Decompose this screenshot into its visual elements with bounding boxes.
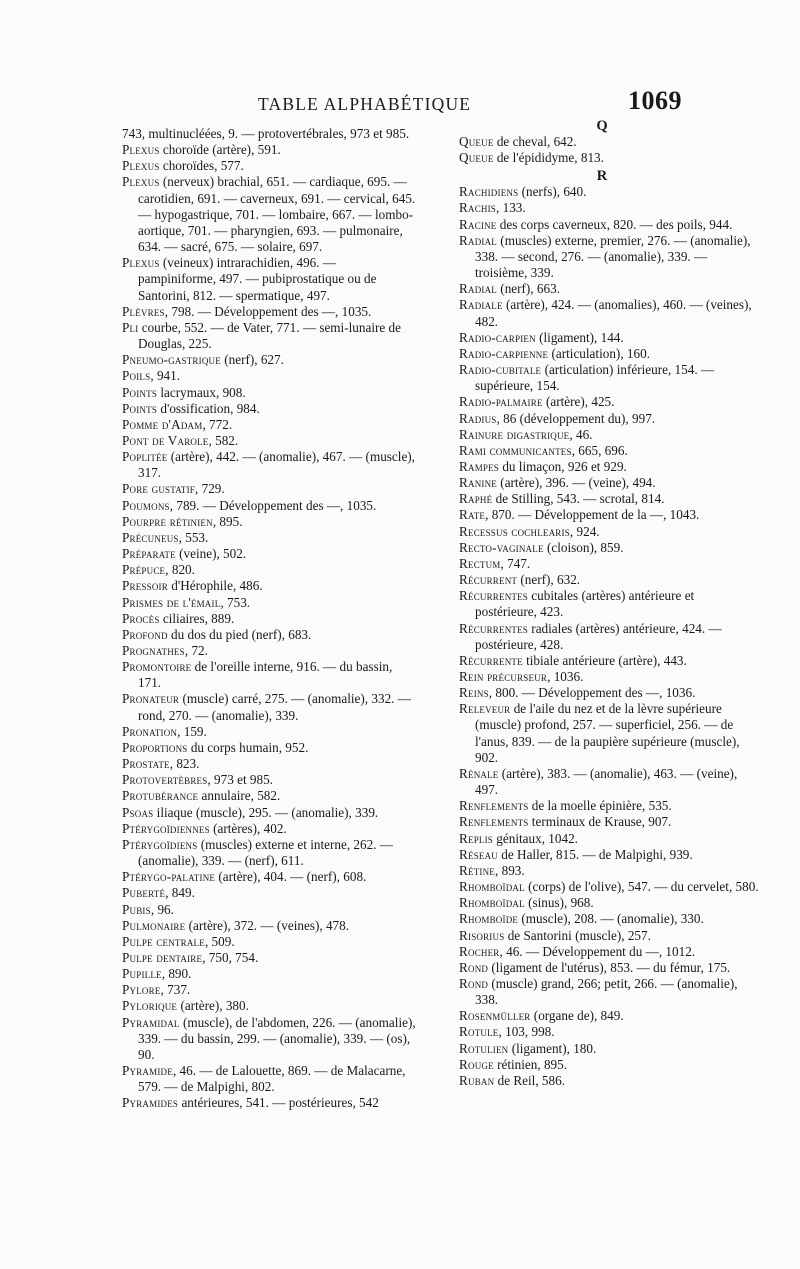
index-entry	[122, 368, 416, 384]
entry-text: iliaque (muscle), 295. — (anomalie), 339.	[153, 804, 379, 820]
index-entry	[122, 530, 416, 546]
entry-headword: Rampes	[459, 458, 500, 474]
entry-text: de l'épididyme, 813.	[493, 150, 604, 166]
index-entry	[459, 346, 759, 362]
entry-text: du dos du pied (nerf), 683.	[167, 626, 312, 642]
entry-text: (nerf), 632.	[517, 572, 581, 588]
index-entry	[122, 401, 416, 417]
entry-headword: Pyramide	[122, 1063, 173, 1079]
index-entry	[122, 902, 416, 918]
index-entry	[122, 578, 416, 594]
index-entry	[459, 217, 759, 233]
entry-text: du limaçon, 926 et 929.	[499, 458, 627, 474]
index-entry	[459, 572, 759, 588]
entry-text: , 665, 696.	[571, 442, 628, 458]
index-entry	[459, 475, 759, 491]
index-entry	[459, 233, 759, 281]
entry-text: de Santorini (muscle), 257.	[504, 927, 651, 943]
entry-headword: Pyramides	[122, 1095, 179, 1111]
index-entry	[459, 330, 759, 346]
entry-headword: Prostate	[122, 756, 170, 772]
entry-headword: Replis	[459, 830, 493, 846]
entry-headword: Radio-cubitale	[459, 362, 542, 378]
index-entry	[122, 805, 416, 821]
entry-headword: Pressoir	[122, 578, 168, 594]
entry-text: (ligament de l'utérus), 853. — du fémur, 175.	[488, 959, 731, 975]
entry-text: , 86 (développement du), 997.	[496, 410, 656, 426]
index-entry	[122, 821, 416, 837]
entry-headword: Rouge	[459, 1056, 494, 1072]
entry-headword: Raphé	[459, 491, 493, 507]
entry-headword: Promontoire	[122, 659, 192, 675]
entry-text: lacrymaux, 908.	[157, 384, 246, 400]
entry-text: , 941.	[150, 368, 181, 384]
section-r-entries	[459, 184, 759, 1089]
entry-text: (corps) de l'olive), 547. — du cervelet, 580.	[524, 879, 759, 895]
index-entry	[459, 766, 759, 798]
index-entry	[459, 976, 759, 1008]
entry-headword: Pulpe dentaire	[122, 949, 203, 965]
entry-text: (organe de), 849.	[530, 1008, 624, 1024]
entry-text: , 870. — Développement de la —, 1043.	[485, 507, 700, 523]
index-entry	[459, 798, 759, 814]
entry-text: (artère), 383. — (anomalie), 463. — (veine), 497.	[475, 765, 738, 798]
entry-text: , 895.	[212, 513, 243, 529]
entry-headword: Recessus cochlearis	[459, 523, 570, 539]
index-entry	[122, 982, 416, 998]
index-entry	[459, 540, 759, 556]
entry-headword: Rond	[459, 959, 489, 975]
section-letter-r: R	[596, 168, 608, 185]
entry-headword: Précuneus	[122, 529, 179, 545]
entry-text: , 820.	[165, 562, 195, 578]
entry-headword: Queue	[459, 134, 494, 149]
index-entry	[122, 449, 416, 481]
entry-text: , 849.	[165, 885, 195, 901]
entry-headword: Poplitée	[122, 449, 168, 465]
entry-text: , 133.	[496, 200, 526, 216]
entry-text: d'ossification, 984.	[157, 400, 260, 416]
entry-text: courbe, 552. — de Vater, 771. — semi-lunaire de Douglas, 225.	[138, 319, 401, 352]
entry-headword: Racine	[459, 216, 497, 232]
entry-headword: Rate	[459, 507, 486, 523]
index-entry	[459, 427, 759, 443]
entry-headword: Pore gustatif	[122, 481, 196, 497]
entry-text: , 729.	[195, 481, 225, 497]
entry-headword: Protovertèbres	[122, 772, 208, 788]
entry-text: , 96.	[150, 901, 174, 917]
entry-headword: Radius	[459, 410, 497, 426]
entry-headword: Queue	[459, 150, 494, 166]
entry-headword: Ranine	[459, 475, 497, 491]
entry-text: (muscle) grand, 266; petit, 266. — (anomalie), 338.	[475, 975, 738, 1008]
index-entry	[122, 1095, 416, 1111]
entry-headword: Pylorique	[122, 998, 178, 1014]
page-number: 1069	[628, 86, 682, 115]
entry-headword: Proportions	[122, 739, 188, 755]
entry-text: (muscle), de l'abdomen, 226. — (anomalie), 339. — du bassin, 299. — (anomalie), 339. — (os), 90.	[138, 1014, 416, 1062]
index-entry	[459, 134, 759, 150]
index-entry	[122, 255, 416, 303]
entry-headword: Poumons	[122, 497, 170, 513]
index-entry	[459, 701, 759, 766]
right-column	[459, 118, 759, 1089]
index-entry	[122, 627, 416, 643]
entry-headword: Plexus	[122, 174, 160, 190]
entry-text: (artère), 424. — (anomalies), 460. — (veines), 482.	[475, 297, 752, 329]
entry-text: (artère), 380.	[177, 998, 249, 1014]
entry-text: (artères), 402.	[209, 820, 287, 836]
entry-text: de l'aile du nez et de la lèvre supérieure (muscle) profond, 257. — superficiel, 256. — de l'anus, 839. — de la paupière supérieure (muscle), 902.	[475, 701, 740, 765]
entry-text: , 789. — Développement des —, 1035.	[169, 497, 377, 513]
entry-headword: Poils	[122, 368, 151, 384]
entry-headword: Prognathes	[122, 643, 185, 658]
entry-text: , 747.	[500, 555, 531, 571]
index-entry	[122, 934, 416, 950]
entry-text: (nerf), 663.	[497, 281, 560, 297]
index-entry	[459, 685, 759, 701]
index-entry	[459, 297, 759, 329]
entry-text: rétinien, 895.	[493, 1056, 568, 1072]
entry-headword: Pupille	[122, 966, 162, 982]
entry-text: (muscles) externe et interne, 262. — (anomalie), 339. — (nerf), 611.	[138, 836, 393, 869]
entry-headword: Pont de Varole	[122, 432, 209, 448]
index-entry	[122, 659, 416, 691]
entry-headword: Protubérance	[122, 788, 199, 804]
section-letter-q: Q	[596, 118, 608, 134]
index-entry	[122, 611, 416, 627]
entry-headword: Renflements	[459, 798, 529, 814]
entry-headword: Rhomboïde	[459, 911, 519, 927]
index-entry	[122, 514, 416, 530]
entry-text: , 509.	[204, 933, 235, 949]
index-entry	[122, 546, 416, 562]
entry-headword: Points	[122, 400, 158, 416]
index-entry	[459, 507, 759, 523]
entry-text: , 750, 754.	[202, 949, 259, 965]
entry-headword: Radio-carpienne	[459, 345, 549, 361]
index-entry	[459, 895, 759, 911]
entry-text: (artère), 442. — (anomalie), 467. — (muscle), 317.	[138, 449, 415, 481]
entry-headword: Pneumo-gastrique	[122, 352, 221, 368]
entry-headword: Pulpe centrale	[122, 933, 205, 949]
entry-text: (sinus), 968.	[524, 895, 594, 911]
entry-text: (artère), 396. — (veine), 494.	[497, 475, 656, 491]
entry-text: terminaux de Krause, 907.	[528, 814, 672, 830]
index-entry	[459, 928, 759, 944]
entry-headword: Profond	[122, 626, 168, 642]
entry-text: (artère), 372. — (veines), 478.	[185, 917, 350, 933]
index-entry	[122, 869, 416, 885]
entry-text: , 800. — Développement des —, 1036.	[488, 685, 696, 701]
entry-text: cubitales (artères) antérieure et postérieure, 423.	[475, 588, 695, 620]
index-entry	[459, 150, 759, 166]
entry-headword: Rétine	[459, 862, 495, 878]
entry-text: de Haller, 815. — de Malpighi, 939.	[498, 846, 693, 862]
index-entry	[122, 352, 416, 368]
index-entry	[459, 362, 759, 394]
entry-headword: Rocher	[459, 943, 500, 959]
index-entry	[459, 1057, 759, 1073]
entry-text: , 890.	[161, 966, 192, 982]
index-entry	[459, 879, 759, 895]
index-entry	[122, 158, 416, 174]
index-entry	[122, 998, 416, 1014]
index-entry	[122, 126, 416, 142]
entry-text: , 46. — Développement du —, 1012.	[499, 943, 696, 959]
entry-headword: Pubis	[122, 901, 151, 917]
index-entry	[122, 142, 416, 158]
index-entry	[459, 653, 759, 669]
index-entry	[459, 814, 759, 830]
index-entry	[459, 443, 759, 459]
index-entry	[122, 885, 416, 901]
entry-headword: Reins	[459, 685, 489, 701]
entry-headword: Pomme d'Adam	[122, 416, 203, 432]
entry-headword: Ptérygoïdiennes	[122, 820, 210, 836]
entry-text: (artère), 425.	[542, 394, 615, 410]
page-header	[0, 88, 800, 122]
entry-headword: Radial	[459, 281, 497, 297]
index-entry	[122, 772, 416, 788]
entry-text: des corps caverneux, 820. — des poils, 944.	[496, 216, 733, 232]
index-entry	[459, 847, 759, 863]
entry-text: (artère), 404. — (nerf), 608.	[215, 869, 367, 885]
entry-headword: Rami communicantes	[459, 442, 572, 458]
entry-headword: Réseau	[459, 846, 498, 862]
index-entry	[122, 304, 416, 320]
entry-headword: Rhomboïdal	[459, 879, 525, 895]
entry-text: (nerveux) brachial, 651. — cardiaque, 695. — carotidien, 691. — caverneux, 691. — cervical, 645. — hypogastrique, 701. — lombaire, 667. — lombo-aortique, 701. — pharyngien, 693. — pulmonaire, 634. — sacré, 675. — solaire, 697.	[138, 174, 416, 255]
entry-text: , 46. — de Lalouette, 869. — de Malacarne, 579. — de Malpighi, 802.	[138, 1063, 406, 1095]
entry-text: (cloison), 859.	[543, 539, 624, 555]
index-entry	[459, 556, 759, 572]
entry-headword: Prépuce	[122, 562, 166, 578]
index-entry	[459, 281, 759, 297]
entry-text: , 159.	[177, 723, 207, 739]
entry-headword: Pulmonaire	[122, 917, 186, 933]
entry-headword: Radio-carpien	[459, 329, 536, 345]
entry-text: choroïdes, 577.	[159, 158, 244, 174]
entry-text: , 72.	[184, 643, 208, 658]
index-entry	[122, 691, 416, 723]
entry-headword: Psoas	[122, 804, 154, 820]
index-entry	[122, 1015, 416, 1063]
index-entry	[122, 643, 416, 659]
entry-headword: Rhomboïdal	[459, 895, 525, 911]
index-entry	[122, 385, 416, 401]
running-title: TABLE ALPHABÉTIQUE	[258, 94, 472, 114]
entry-headword: Rosenmüller	[459, 1008, 531, 1024]
index-entry	[459, 588, 759, 620]
entry-text: , 103, 998.	[498, 1024, 555, 1040]
index-entry	[122, 756, 416, 772]
index-entry	[459, 200, 759, 216]
entry-headword: Rotulien	[459, 1040, 509, 1056]
entry-headword: Plexus	[122, 158, 160, 174]
entry-text: , 753.	[220, 594, 251, 610]
index-entry	[459, 411, 759, 427]
index-entry	[122, 950, 416, 966]
entry-headword: Radial	[459, 232, 497, 248]
entry-headword: Points	[122, 384, 158, 400]
entry-text: , 582.	[208, 432, 239, 448]
index-entry	[459, 863, 759, 879]
index-entry	[459, 1041, 759, 1057]
entry-headword: Ptérygo-palatine	[122, 869, 216, 885]
entry-text: (muscle), 208. — (anomalie), 330.	[518, 911, 704, 927]
entry-text: (nerf), 627.	[220, 352, 284, 368]
entry-headword: Plexus	[122, 142, 160, 158]
entry-text: , 1036.	[547, 669, 584, 684]
index-entry	[459, 1073, 759, 1089]
entry-headword: Rénale	[459, 765, 499, 781]
index-entry	[459, 1008, 759, 1024]
entry-text: d'Hérophile, 486.	[167, 578, 263, 594]
entry-text: (nerfs), 640.	[518, 184, 587, 200]
entry-text: tibiale antérieure (artère), 443.	[522, 652, 687, 668]
entry-text: (articulation), 160.	[548, 345, 650, 361]
index-entry	[122, 417, 416, 433]
entry-headword: Rein précurseur	[459, 669, 548, 684]
entry-text: génitaux, 1042.	[493, 830, 578, 846]
entry-headword: Radio-palmaire	[459, 394, 543, 410]
entry-text: , 737.	[160, 982, 191, 998]
index-entry	[459, 394, 759, 410]
entry-text: de cheval, 642.	[493, 134, 577, 149]
entry-text: , 772.	[202, 416, 233, 432]
left-column	[122, 126, 416, 1112]
entry-text: de la moelle épinière, 535.	[528, 798, 672, 814]
entry-headword: Pylore	[122, 982, 161, 998]
entry-headword: Récurrente	[459, 652, 523, 668]
index-entry	[459, 491, 759, 507]
index-entry	[122, 562, 416, 578]
entry-headword: Puberté	[122, 885, 166, 901]
index-entry	[122, 966, 416, 982]
entry-text: , 924.	[569, 523, 600, 539]
entry-headword: Pli	[122, 319, 139, 335]
index-entry	[459, 459, 759, 475]
index-entry	[122, 433, 416, 449]
entry-headword: Récurrentes	[459, 620, 528, 636]
index-entry	[122, 498, 416, 514]
entry-headword: Recto-vaginale	[459, 539, 544, 555]
index-entry	[122, 595, 416, 611]
entry-text: , 973 et 985.	[207, 772, 274, 788]
entry-text: (muscle) carré, 275. — (anomalie), 332. — rond, 270. — (anomalie), 339.	[138, 691, 411, 723]
entry-headword: Rachis	[459, 200, 497, 216]
index-entry	[459, 960, 759, 976]
entry-headword: Rotule	[459, 1024, 499, 1040]
entry-text: de l'oreille interne, 916. — du bassin, 171.	[138, 659, 393, 691]
entry-headword: Préparate	[122, 546, 176, 562]
entry-headword: Récurrent	[459, 572, 518, 588]
index-entry	[459, 1024, 759, 1040]
entry-text: de Reil, 586.	[494, 1072, 566, 1088]
index-entry	[459, 944, 759, 960]
index-entry	[459, 184, 759, 200]
entry-text: du corps humain, 952.	[187, 739, 309, 755]
entry-text: , 798. — Développement des —, 1035.	[164, 303, 372, 319]
entry-headword: Renflements	[459, 814, 529, 830]
entry-headword: Rond	[459, 975, 489, 991]
entry-headword: Risorius	[459, 927, 505, 943]
entry-headword: Procès	[122, 610, 160, 626]
entry-headword: Plexus	[122, 255, 160, 271]
entry-headword: Rainure digastrique	[459, 426, 570, 442]
index-entry	[459, 669, 759, 685]
entry-text: radiales (artères) antérieure, 424. — postérieure, 428.	[475, 620, 722, 652]
entry-headword: Pronateur	[122, 691, 180, 707]
entry-headword: Radiale	[459, 297, 503, 313]
index-entry	[459, 621, 759, 653]
entry-headword: Rachidiens	[459, 184, 519, 200]
index-entry	[122, 740, 416, 756]
entry-text: 743, multinucléées, 9. — protovertébrales, 973 et 985.	[122, 126, 410, 141]
entry-headword: Pourpre rétinien	[122, 513, 213, 529]
entry-text: (muscles) externe, premier, 276. — (anomalie), 338. — second, 276. — (anomalie), 339. — troisième, 339.	[475, 232, 751, 281]
index-entry	[122, 1063, 416, 1095]
entry-text: , 46.	[569, 426, 593, 442]
section-q-entries	[459, 134, 759, 166]
index-entry	[122, 174, 416, 255]
entry-text: (ligament), 180.	[508, 1040, 597, 1056]
entry-text: (veine), 502.	[175, 546, 247, 562]
entry-headword: Prismes de l'émail	[122, 594, 221, 610]
index-entry	[122, 481, 416, 497]
entry-text: ciliaires, 889.	[159, 610, 235, 626]
entry-headword: Ptérygoïdiens	[122, 836, 198, 852]
entry-headword: Ruban	[459, 1072, 495, 1088]
index-entry	[122, 837, 416, 869]
entry-text: (veineux) intrarachidien, 496. — pampiniforme, 497. — pubiprostatique ou de Santorini, 812. — spermatique, 497.	[138, 255, 377, 303]
entry-text: antérieures, 541. — postérieures, 542	[178, 1095, 379, 1111]
entry-text: , 823.	[169, 756, 200, 772]
index-entry	[122, 320, 416, 352]
index-entry	[122, 918, 416, 934]
index-entry	[122, 724, 416, 740]
entry-text: annulaire, 582.	[198, 788, 281, 804]
entry-headword: Plèvres	[122, 303, 165, 319]
entry-text: (articulation) inférieure, 154. — supérieure, 154.	[475, 362, 715, 394]
index-entry	[459, 831, 759, 847]
entry-text: , 893.	[495, 862, 525, 878]
entry-text: , 553.	[178, 529, 209, 545]
entry-headword: Releveur	[459, 701, 511, 717]
index-entry	[459, 911, 759, 927]
entry-headword: Récurrentes	[459, 588, 528, 604]
entry-text: choroïde (artère), 591.	[159, 142, 281, 158]
entry-text: (ligament), 144.	[535, 329, 624, 345]
entry-headword: Rectum	[459, 555, 501, 571]
entry-text: de Stilling, 543. — scrotal, 814.	[492, 491, 665, 507]
entry-headword: Pyramidal	[122, 1014, 180, 1030]
index-entry	[459, 524, 759, 540]
entry-headword: Pronation	[122, 723, 178, 739]
index-entry	[122, 788, 416, 804]
